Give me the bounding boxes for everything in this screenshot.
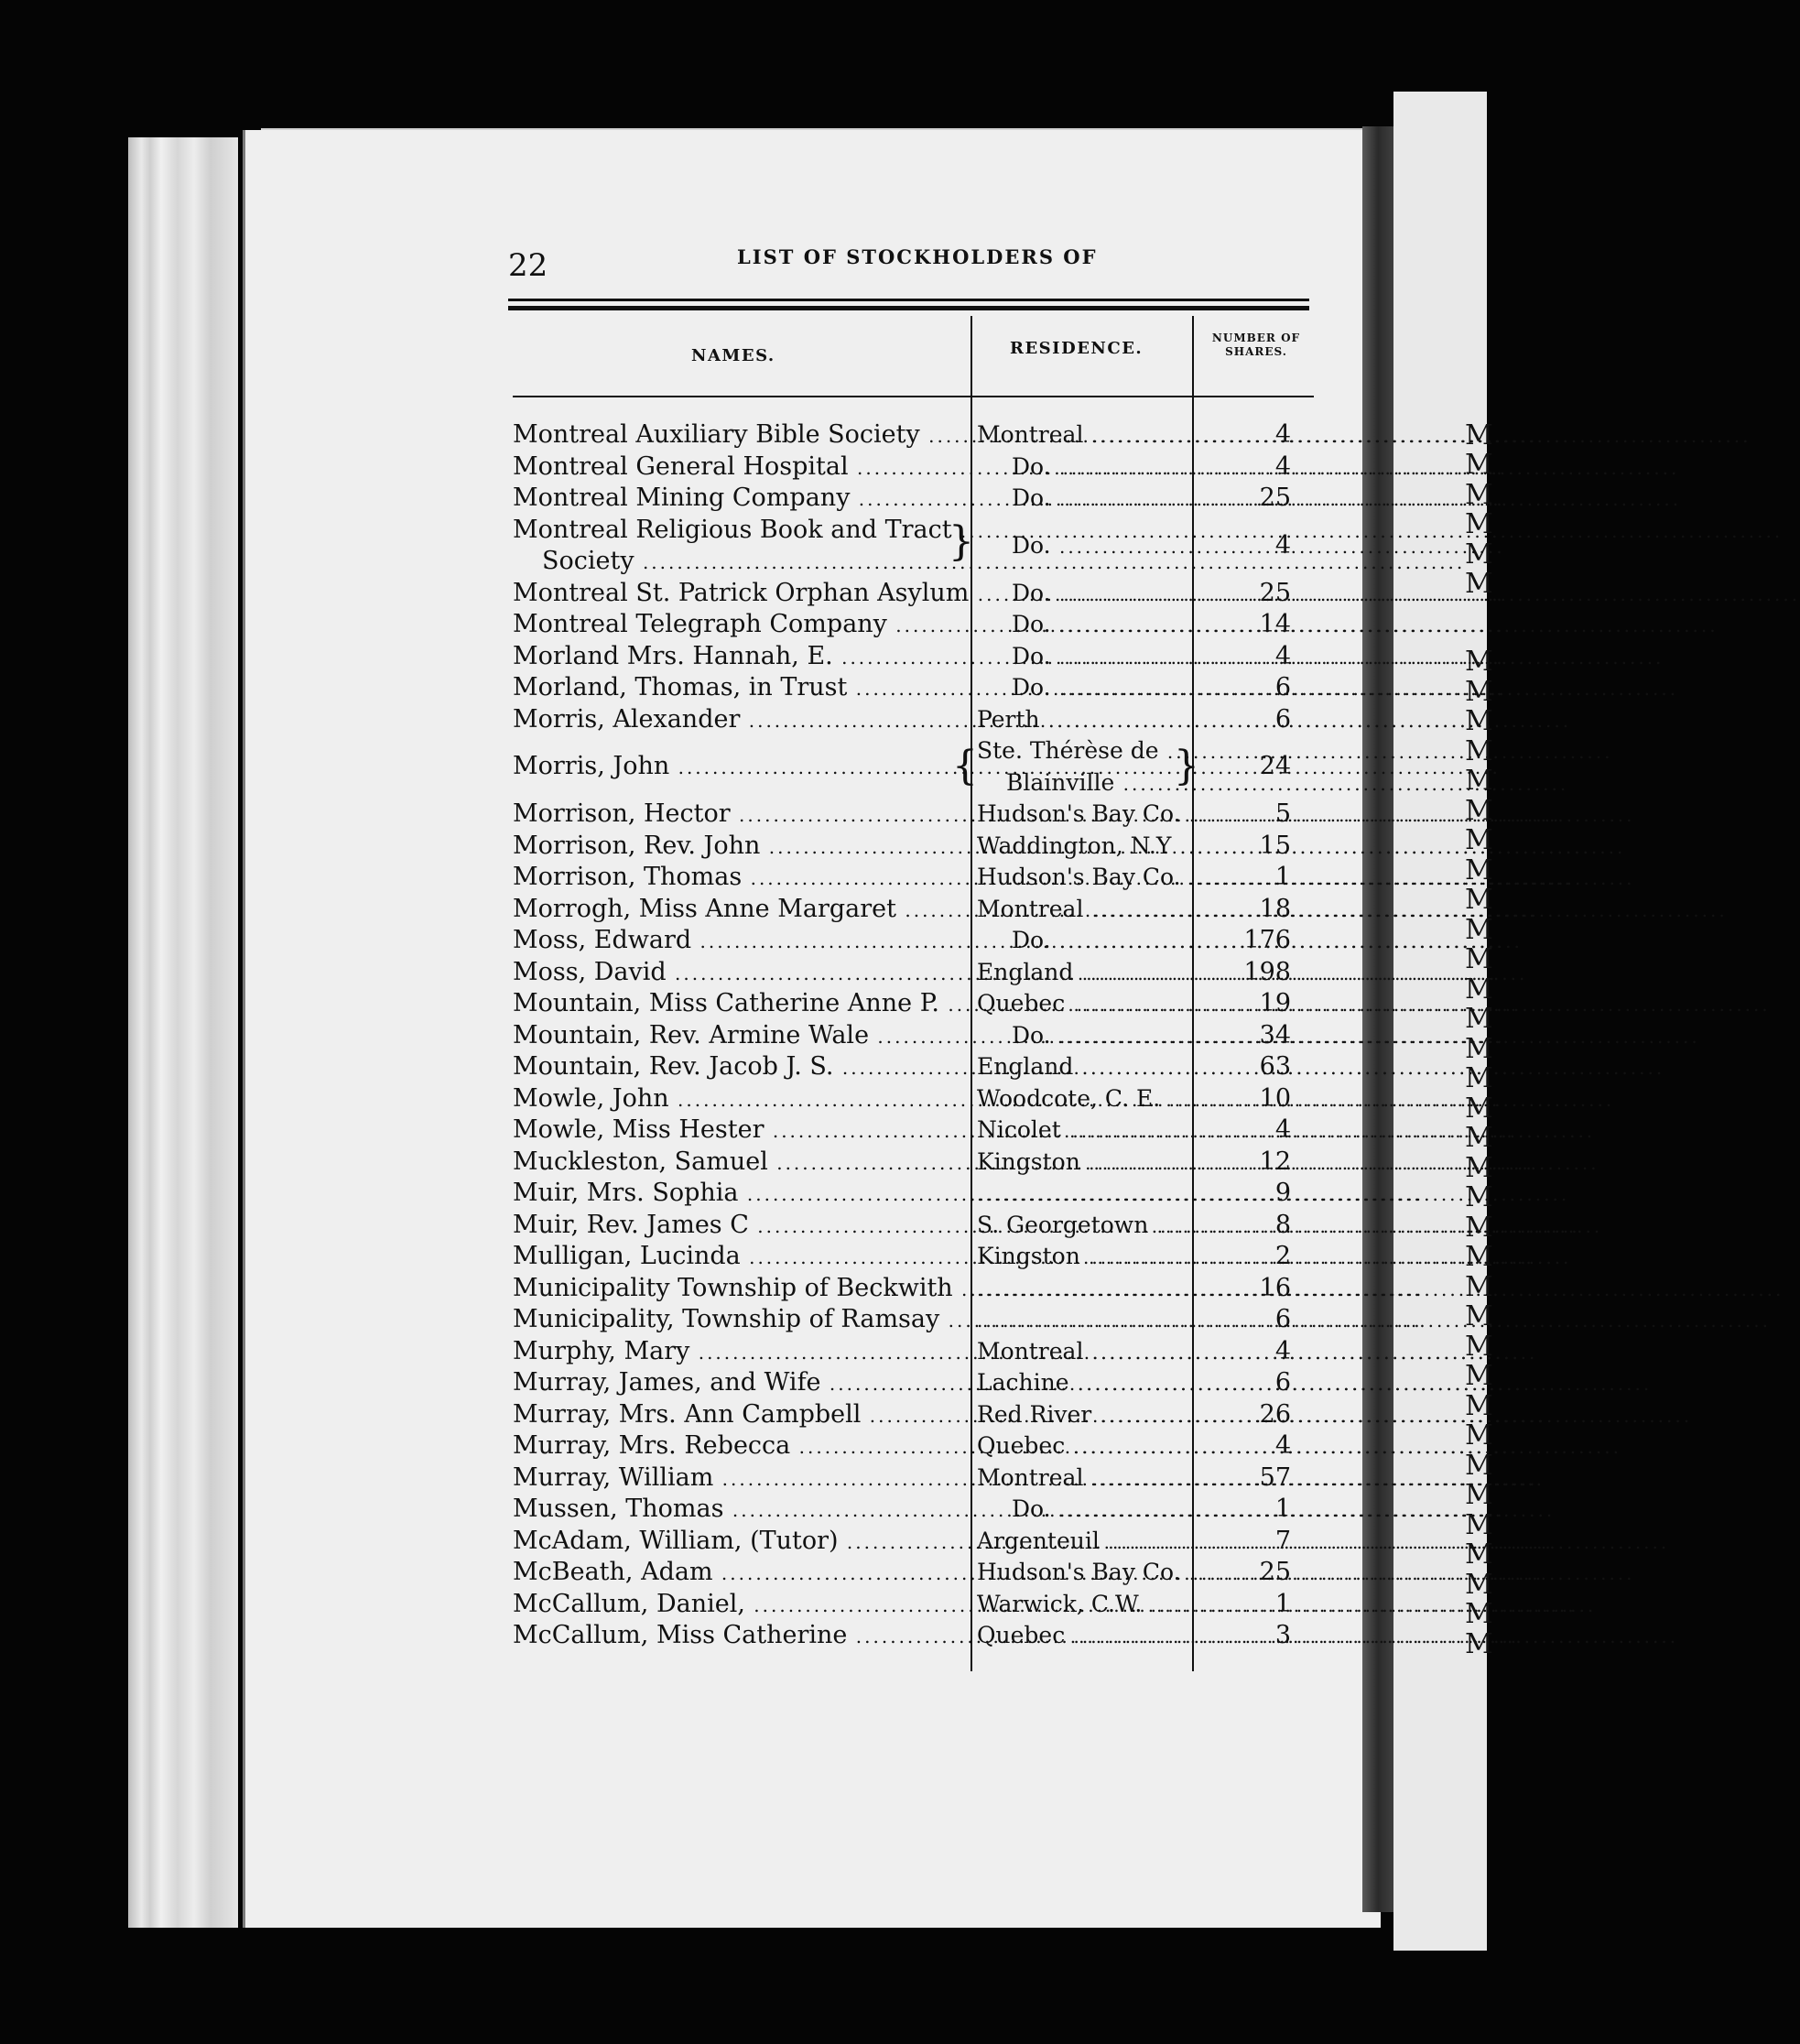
stockholder-name: Morland, Thomas, in Trust ..... (513, 672, 966, 704)
residence-cell: Do. ..... (977, 641, 1224, 673)
table-row (0, 1430, 1487, 1462)
facing-page-letter: M (1465, 1360, 1493, 1392)
facing-page-letter: M (1465, 1598, 1493, 1630)
facing-page-letter: M (1465, 1212, 1493, 1244)
facing-page-letter: M (1465, 795, 1493, 827)
facing-page-letter: M (1465, 1300, 1493, 1332)
residence-cell (977, 1178, 1189, 1210)
shares-cell: 6 (1274, 673, 1291, 701)
table-row (0, 925, 1487, 957)
shares-cell: 6 (1274, 704, 1291, 734)
facing-page-letter: M (1465, 538, 1493, 571)
stockholder-name: Murphy, Mary ..... (513, 1336, 966, 1368)
facing-page-letter: M (1465, 765, 1493, 797)
residence-cell-continued: Blainville ..... (977, 767, 1219, 799)
row-brace: } (949, 517, 974, 565)
stockholder-name: Morrogh, Miss Anne Margaret ..... (513, 894, 966, 926)
stockholder-name: Morris, Alexander ..... (513, 704, 966, 736)
facing-page-letter: M (1465, 1331, 1493, 1363)
table-row (0, 988, 1487, 1020)
residence-cell: Do. ..... (977, 530, 1224, 562)
stockholder-name: McCallum, Miss Catherine ..... (513, 1620, 966, 1652)
table-row (0, 799, 1487, 831)
residence-cell: Do. ..... (977, 672, 1224, 704)
facing-page-letter: M (1465, 1003, 1493, 1035)
table-row (0, 641, 1487, 673)
table-row (0, 957, 1487, 989)
stockholder-name: Murray, William ..... (513, 1462, 966, 1495)
residence-cell: Kingston ..... (977, 1241, 1189, 1273)
residence-cell: Montreal ..... (977, 894, 1189, 926)
residence-cell: Do. ..... (977, 451, 1224, 484)
residence-column-header: RESIDENCE. (1010, 339, 1144, 358)
shares-cell: 4 (1274, 1431, 1291, 1460)
table-row (0, 578, 1487, 610)
facing-page-letter: M (1465, 508, 1493, 540)
residence-cell: Quebec ..... (977, 1620, 1189, 1652)
stockholder-name: Moss, David ..... (513, 957, 966, 989)
residence-cell: Hudson's Bay Co. ..... (977, 862, 1189, 894)
table-row (0, 1399, 1487, 1431)
facing-page-letter: M (1465, 973, 1493, 1006)
table-row (0, 1557, 1487, 1589)
stockholder-name: Muir, Mrs. Sophia ..... (513, 1178, 966, 1210)
residence-cell (977, 1273, 1189, 1305)
residence-cell: Woodcote, C. E. ..... (977, 1083, 1189, 1115)
table-row (0, 862, 1487, 894)
residence-cell: Nicolet ..... (977, 1114, 1189, 1147)
facing-page-letter: M (1465, 1538, 1493, 1571)
stockholder-name: Montreal Telegraph Company ..... (513, 609, 966, 641)
shares-cell: 15 (1259, 831, 1291, 860)
table-row (0, 1462, 1487, 1495)
stockholder-name: Morrison, Thomas ..... (513, 862, 966, 894)
facing-page-letter: M (1465, 449, 1493, 481)
facing-page-letter: M (1465, 735, 1493, 767)
facing-page-letter: M (1465, 479, 1493, 511)
residence-cell: Ste. Thérèse de ..... (977, 735, 1189, 767)
table-row (0, 672, 1487, 704)
facing-page-letter: M (1465, 1479, 1493, 1511)
facing-page-letter: M (1465, 1093, 1493, 1125)
stockholder-name: Montreal Religious Book and Tract ..... (513, 515, 966, 547)
table-row (0, 1620, 1487, 1652)
shares-cell: 8 (1274, 1210, 1291, 1239)
facing-page-letter: M (1465, 1628, 1493, 1660)
table-row (0, 1020, 1487, 1052)
table-row (0, 1210, 1487, 1242)
shares-cell: 4 (1274, 530, 1291, 560)
shares-cell: 7 (1274, 1526, 1291, 1555)
table-row (0, 1051, 1487, 1083)
facing-page-letter: M (1465, 1390, 1493, 1422)
table-row (0, 704, 1487, 736)
stockholder-name: Morrison, Hector ..... (513, 799, 966, 831)
stockholder-name: Mussen, Thomas ..... (513, 1494, 966, 1526)
residence-cell: Hudson's Bay Co. ..... (977, 799, 1189, 831)
shares-cell: 3 (1274, 1621, 1291, 1649)
shares-cell: 24 (1259, 752, 1291, 781)
residence-cell (977, 1304, 1189, 1336)
facing-page-letter: M (1465, 1509, 1493, 1541)
table-row (0, 515, 1487, 578)
residence-cell: Do. ..... (977, 1020, 1224, 1052)
shares-header-line2: SHARES. (1225, 345, 1287, 358)
residence-cell: Red River ..... (977, 1399, 1189, 1431)
stockholder-name: Morrison, Rev. John ..... (513, 831, 966, 863)
shares-column-header (1192, 332, 1320, 359)
stockholder-name: Mulligan, Lucinda ..... (513, 1241, 966, 1273)
table-row (0, 894, 1487, 926)
shares-cell: 25 (1259, 578, 1291, 607)
facing-page-letter: M (1465, 1033, 1493, 1065)
table-row (0, 735, 1487, 799)
table-row (0, 483, 1487, 515)
table-row (0, 1367, 1487, 1399)
residence-cell: Montreal ..... (977, 1462, 1189, 1495)
stockholder-name: Muir, Rev. James C ..... (513, 1210, 966, 1242)
shares-cell: 25 (1259, 1558, 1291, 1586)
residence-cell: Do. ..... (977, 1494, 1224, 1526)
facing-page-letter: M (1465, 884, 1493, 916)
residence-cell: Warwick, C.W. ..... (977, 1589, 1189, 1621)
shares-cell: 9 (1274, 1179, 1291, 1207)
table-row (0, 1336, 1487, 1368)
shares-header-line1: NUMBER OF (1211, 332, 1301, 344)
residence-cell: Lachine ..... (977, 1367, 1189, 1399)
facing-page-letter: M (1465, 1241, 1493, 1273)
names-column-header: NAMES. (691, 346, 775, 365)
table-row (0, 1494, 1487, 1526)
table-row (0, 1589, 1487, 1621)
shares-cell: 19 (1259, 989, 1291, 1017)
facing-page-letter: M (1465, 1569, 1493, 1601)
stockholder-name: Mountain, Miss Catherine Anne P. ..... (513, 988, 966, 1020)
facing-page-letter: M (1465, 943, 1493, 975)
stockholder-name: Morland Mrs. Hannah, E. ..... (513, 641, 966, 673)
stockholder-name: Murray, James, and Wife ..... (513, 1367, 966, 1399)
shares-cell: 14 (1259, 610, 1291, 638)
table-row (0, 1083, 1487, 1115)
shares-cell: 1 (1274, 863, 1291, 891)
stockholder-name: Municipality, Township of Ramsay ..... (513, 1304, 966, 1336)
facing-page-letter: M (1465, 1271, 1493, 1303)
stockholder-name: McBeath, Adam ..... (513, 1557, 966, 1589)
shares-cell: 6 (1274, 1368, 1291, 1397)
shares-cell: 4 (1274, 420, 1291, 449)
facing-page-letter: M (1465, 1450, 1493, 1482)
residence-cell: Montreal ..... (977, 1336, 1189, 1368)
table-row (0, 1241, 1487, 1273)
residence-cell: Hudson's Bay Co. ..... (977, 1557, 1189, 1589)
facing-page-letter: M (1465, 646, 1493, 678)
table-row (0, 451, 1487, 484)
stockholder-name: Montreal General Hospital ..... (513, 451, 966, 484)
header-double-rule-top (508, 299, 1309, 301)
shares-cell: 10 (1259, 1083, 1291, 1113)
page-number: 22 (508, 247, 548, 284)
residence-cell: Quebec ..... (977, 1430, 1189, 1462)
facing-page-letter: M (1465, 568, 1493, 600)
residence-cell: Montreal ..... (977, 419, 1189, 451)
stockholder-name-continued: Society ..... (513, 546, 995, 578)
stockholder-name: Montreal Auxiliary Bible Society ..... (513, 419, 966, 451)
facing-page-letter: M (1465, 1181, 1493, 1213)
stockholder-name: Moss, Edward ..... (513, 925, 966, 957)
residence-cell: Do. ..... (977, 609, 1224, 641)
facing-page-letter: M (1465, 854, 1493, 886)
stockholder-name: McAdam, William, (Tutor) ..... (513, 1526, 966, 1558)
table-row (0, 1273, 1487, 1305)
shares-cell: 176 (1243, 926, 1291, 954)
row-brace-left: { (952, 743, 978, 789)
residence-cell: Do. ..... (977, 925, 1224, 957)
facing-page-letter: M (1465, 419, 1493, 451)
shares-cell: 63 (1259, 1052, 1291, 1081)
shares-cell: 1 (1274, 1495, 1291, 1523)
facing-page-letter: M (1465, 1152, 1493, 1184)
shares-cell: 16 (1259, 1273, 1291, 1302)
stockholder-name: McCallum, Daniel, ..... (513, 1589, 966, 1621)
stockholder-name: Mountain, Rev. Jacob J. S. ..... (513, 1051, 966, 1083)
shares-cell: 4 (1274, 451, 1291, 481)
residence-cell: England ..... (977, 1051, 1189, 1083)
facing-page-letter: M (1465, 1419, 1493, 1451)
residence-cell: Do. ..... (977, 483, 1224, 515)
table-row (0, 1304, 1487, 1336)
shares-cell: 25 (1259, 484, 1291, 512)
residence-cell: England ..... (977, 957, 1189, 989)
running-head: LIST OF STOCKHOLDERS OF (737, 245, 1098, 268)
header-double-rule-bottom (508, 306, 1309, 310)
shares-cell: 4 (1274, 1115, 1291, 1144)
shares-cell: 2 (1274, 1242, 1291, 1270)
stockholder-name: Murray, Mrs. Rebecca ..... (513, 1430, 966, 1462)
shares-cell: 4 (1274, 1336, 1291, 1365)
stockholder-name: Montreal St. Patrick Orphan Asylum ..... (513, 578, 966, 610)
shares-cell: 4 (1274, 641, 1291, 670)
shares-cell: 198 (1243, 957, 1291, 986)
shares-cell: 1 (1274, 1589, 1291, 1618)
residence-cell: Do. ..... (977, 578, 1224, 610)
stockholder-name: Mowle, Miss Hester ..... (513, 1114, 966, 1147)
shares-cell: 6 (1274, 1305, 1291, 1333)
shares-cell: 26 (1259, 1399, 1291, 1429)
table-row (0, 1147, 1487, 1179)
shares-cell: 18 (1259, 894, 1291, 923)
shares-cell: 57 (1259, 1462, 1291, 1492)
table-row (0, 831, 1487, 863)
stockholder-name: Morris, John ..... (513, 751, 966, 783)
residence-cell: Kingston ..... (977, 1147, 1189, 1179)
residence-cell: Perth ..... (977, 704, 1189, 736)
stockholder-name: Murray, Mrs. Ann Campbell ..... (513, 1399, 966, 1431)
facing-page-letter: M (1465, 705, 1493, 737)
stockholder-name: Muckleston, Samuel ..... (513, 1147, 966, 1179)
stockholder-name: Montreal Mining Company ..... (513, 483, 966, 515)
table-row (0, 1114, 1487, 1147)
facing-page-letter: M (1465, 824, 1493, 856)
residence-cell: S. Georgetown ..... (977, 1210, 1189, 1242)
facing-page-letter: M (1465, 1122, 1493, 1154)
facing-page-letter: M (1465, 676, 1493, 708)
table-row (0, 1526, 1487, 1558)
table-row (0, 1178, 1487, 1210)
facing-page-letter: M (1465, 914, 1493, 946)
shares-cell: 5 (1274, 799, 1291, 828)
table-row (0, 419, 1487, 451)
stockholder-name: Municipality Township of Beckwith ..... (513, 1273, 966, 1305)
stockholder-name: Mountain, Rev. Armine Wale ..... (513, 1020, 966, 1052)
residence-cell: Waddington, N.Y ..... (977, 831, 1189, 863)
stockholder-name: Mowle, John ..... (513, 1083, 966, 1115)
row-brace-right: } (1174, 743, 1199, 789)
facing-page-letter: M (1465, 1062, 1493, 1094)
shares-cell: 34 (1259, 1020, 1291, 1049)
shares-cell: 12 (1259, 1147, 1291, 1176)
residence-cell: Argenteuil ..... (977, 1526, 1189, 1558)
table-row (0, 609, 1487, 641)
residence-cell: Quebec ..... (977, 988, 1189, 1020)
